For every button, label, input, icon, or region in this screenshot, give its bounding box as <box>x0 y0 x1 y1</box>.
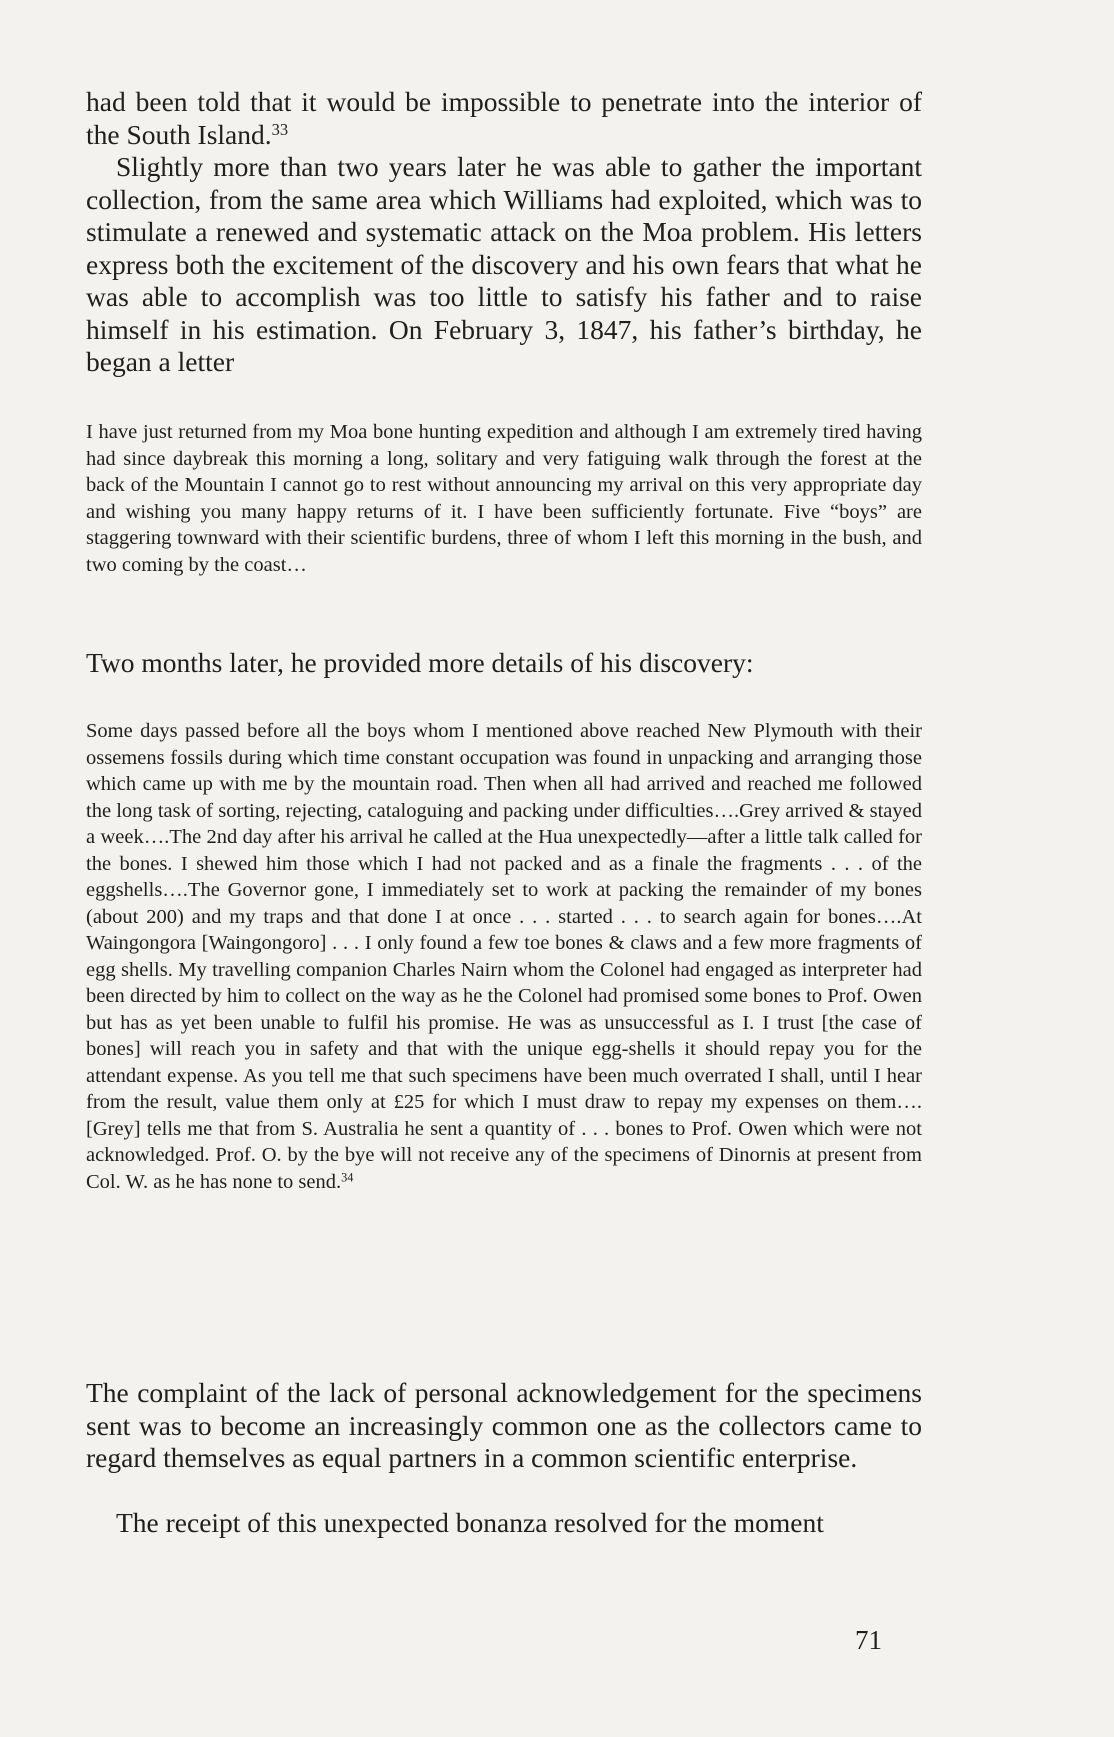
block-quote-discovery-text: Some days passed before all the boys whom I mentioned above reached New Plymouth with their ossemens fossils during which time constant occupation was found in unpacking and arranging those which came up with me by the mountain road. Then when all had arrived and reached me followed the long task of sorting, rejecting, cataloguing and packing under difficulties….Grey arrived & stayed a week….The 2nd day after his arrival he called at the Hua unexpectedly—after a little talk called for the bones. I shewed him those which I had not packed and as a finale the fragments . . . of the eggshells….The Governor gone, I immediately set to work at packing the remainder of my bones (about 200) and my traps and that done I at once . . . started . . . to search again for bones….At Waingongora [Waingongoro] . . . I only found a few toe bones & claws and a few more fragments of egg shells. My travelling companion Charles Nairn whom the Colonel had engaged as interpreter had been directed by him to collect on the way as he the Colonel had promised some bones to Prof. Owen but has as yet been unable to fulfil his promise. He was as unsuccessful as I. I trust [the case of bones] will reach you in safety and that with the unique egg-shells it should repay you for the attendant expense. As you tell me that such specimens have been much overrated I shall, until I hear from the result, value them only at £25 for which I must draw to repay my expenses on them….[Grey] tells me that from S. Australia he sent a quantity of . . . bones to Prof. Owen which were not acknowledged. Prof. O. by the bye will not receive any of the specimens of Dinornis at present from Col. W. as he has none to send. <box>86 720 922 1193</box>
block-quote-birthday-letter: I have just returned from my Moa bone hunting expedition and although I am extremely tired having had since daybreak this morning a long, solitary and very fatiguing walk through the forest at the back of the Mountain I cannot go to rest without announcing my arrival on this very appropriate day and wishing you many happy returns of it. I have been sufficiently fortunate. Five “boys” are staggering townward with their scientific burdens, three of whom I left this morning in the bush, and two coming by the coast… <box>86 421 922 576</box>
paragraph-opening <box>86 86 922 151</box>
paragraph-collection: Slightly more than two years later he was able to gather the important collection, from the same area which Williams had exploited, which was to stimulate a renewed and systematic attack on the Moa problem. His letters express both the excitement of the discovery and his own fears that what he was able to accomplish was too little to satisfy his father and to raise himself in his estimation. On February 3, 1847, his father’s birthday, he began a letter <box>86 151 922 377</box>
footnote-ref-34: 34 <box>341 1169 354 1184</box>
page-number: 71 <box>855 1625 882 1655</box>
paragraph-complaint: The complaint of the lack of personal acknowledgement for the specimens sent was to become an increasingly common one as the collectors came to regard themselves as equal partners in a common scientific enterprise. <box>86 1377 922 1473</box>
paragraph-bonanza: The receipt of this unexpected bonanza resolved for the moment <box>116 1507 824 1538</box>
footnote-ref-33: 33 <box>271 119 289 139</box>
bridge-text: Two months later, he provided more details of his discovery: <box>86 647 754 678</box>
block-quote-discovery-details <box>86 718 922 1195</box>
paragraph-opening-text: had been told that it would be impossible to penetrate into the interior of the South Island. <box>86 86 922 150</box>
